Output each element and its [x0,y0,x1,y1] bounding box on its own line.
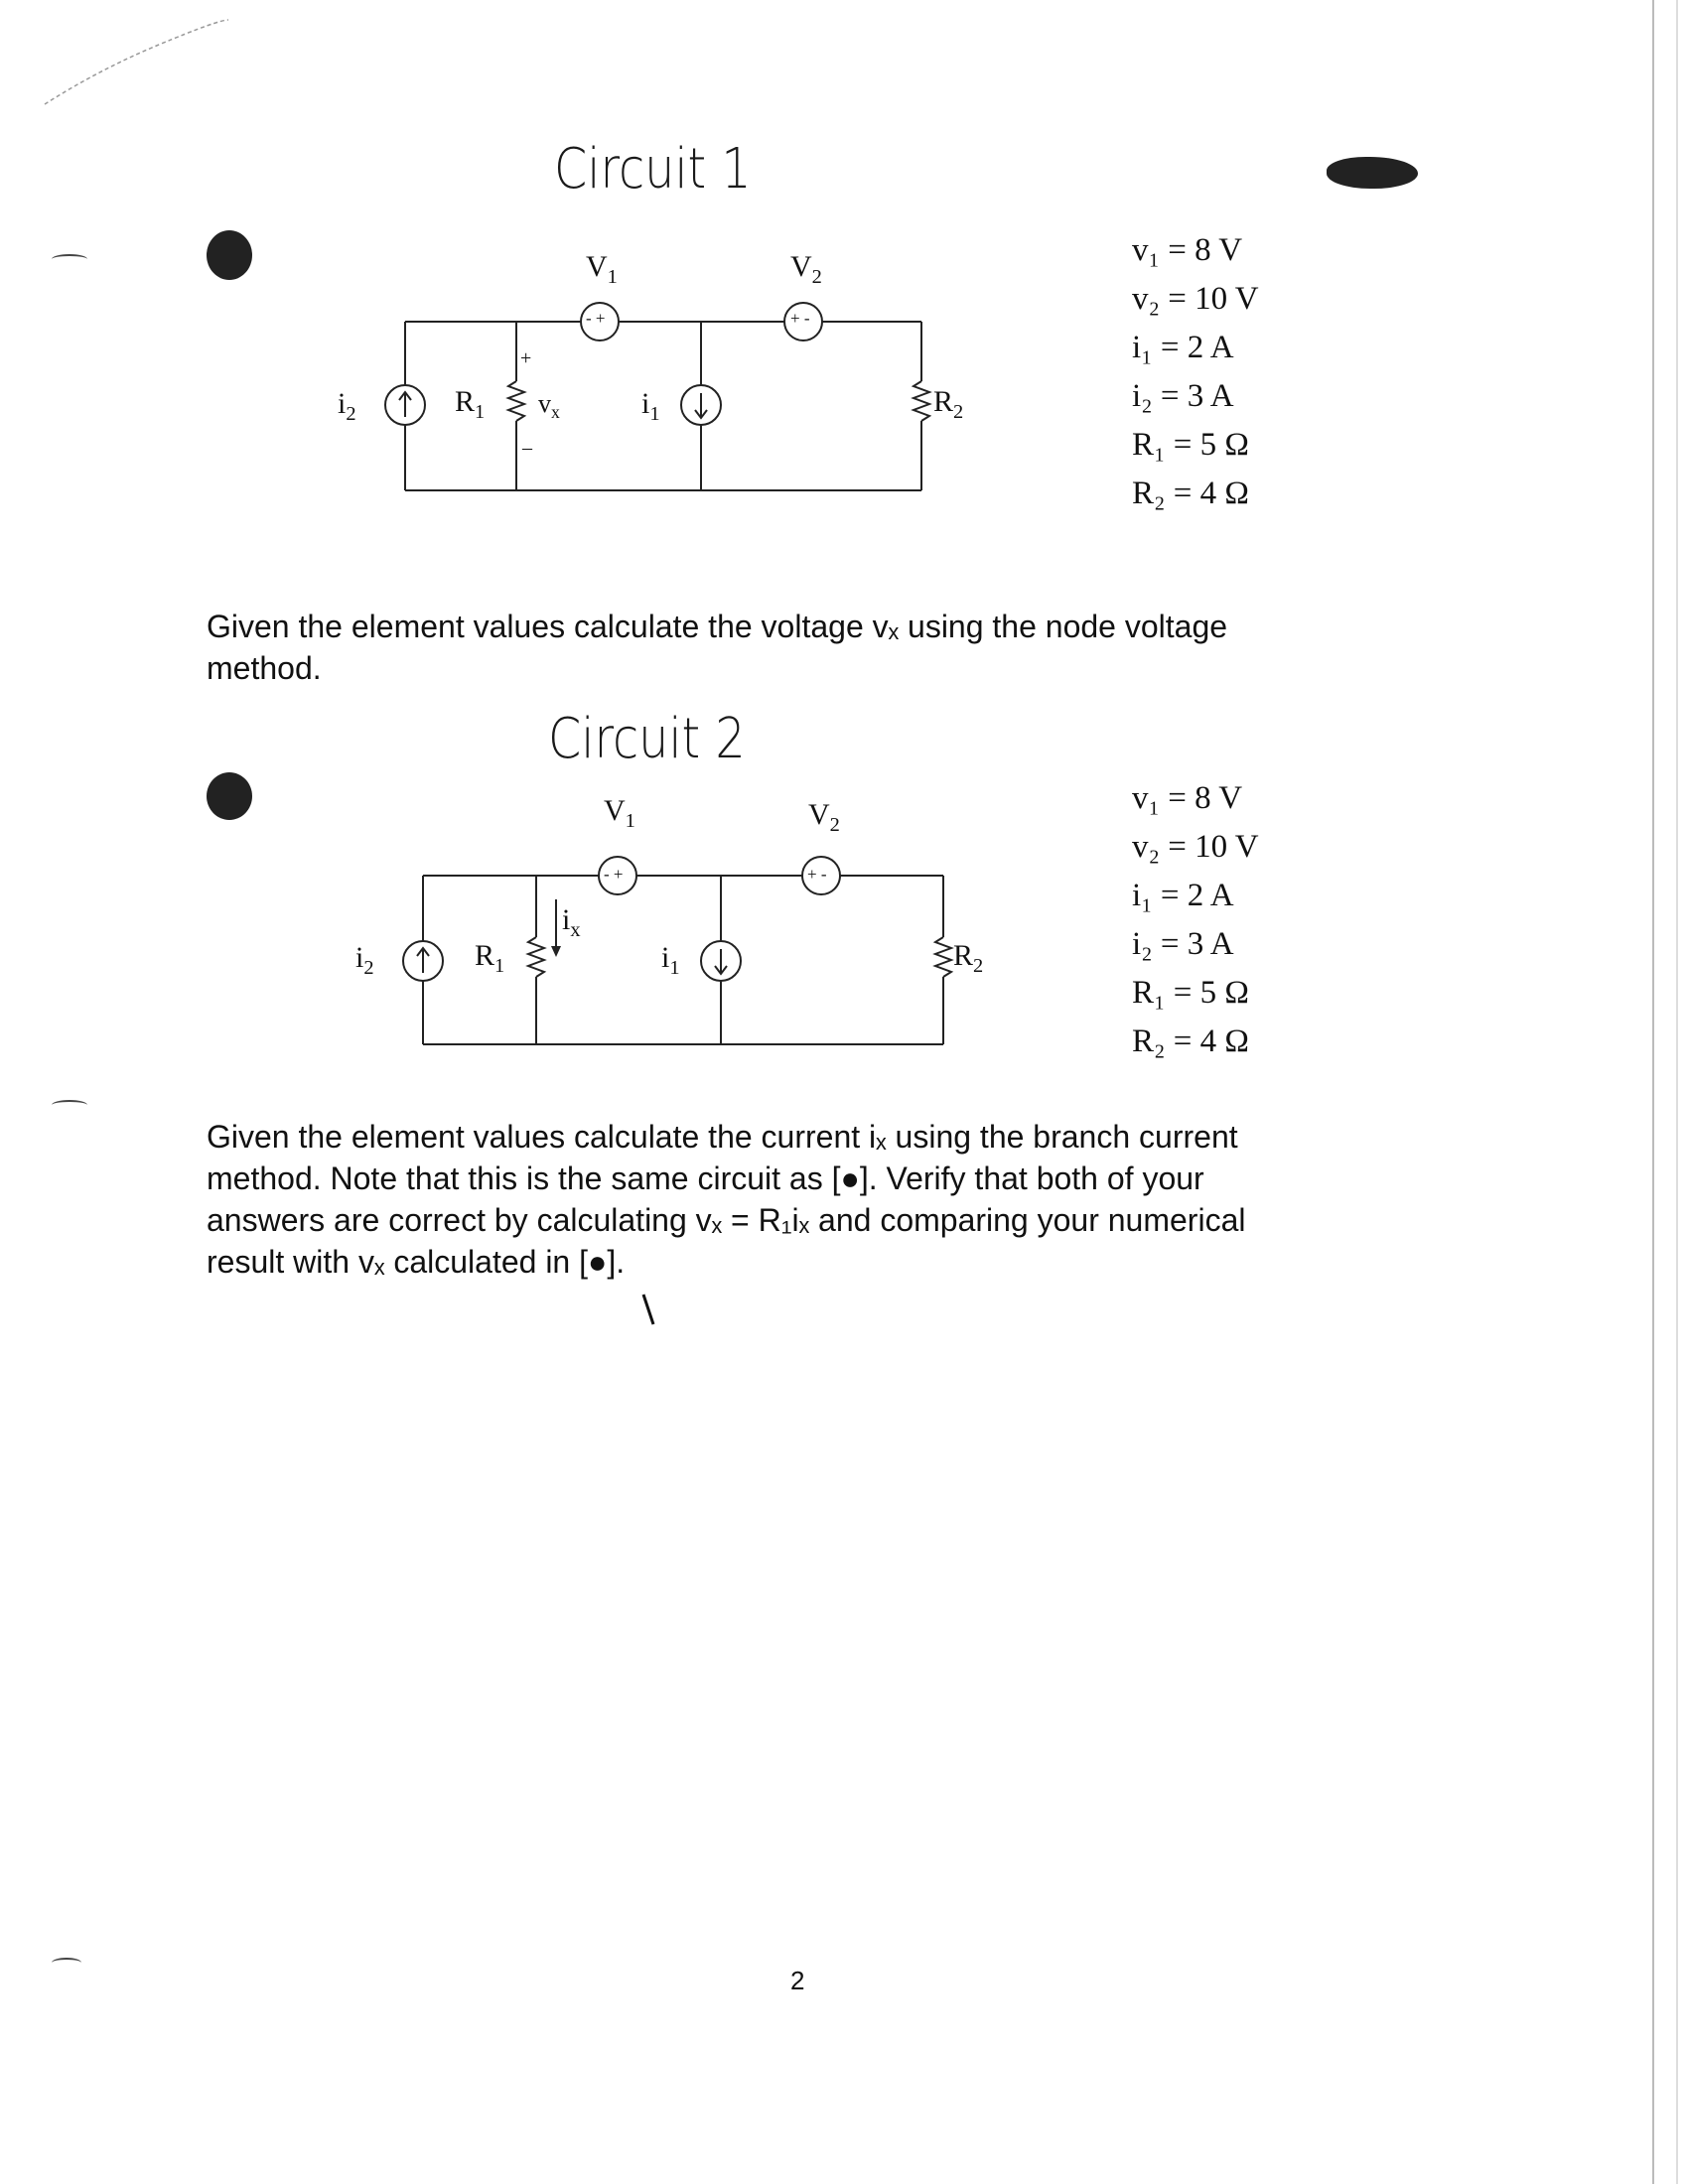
page-edge-line [1652,0,1654,2184]
circuit1-diagram [298,248,1033,506]
label-r2: $R_2$ [933,385,964,423]
label-v2: $V_2$ [790,250,822,288]
label-r2: $R_2$ [953,939,984,977]
page-edge-line [1676,0,1678,2184]
label-v1: $V_1$ [586,250,618,288]
question2-line: method. Note that this is the same circuit as [●]. Verify that both of your [207,1160,1204,1196]
redaction-mark [207,230,252,280]
v1-polarity: - + [604,865,624,884]
value-r2: R₂ = 4 Ω [1132,1024,1249,1059]
label-vx: $v_x$ [538,389,560,423]
vx-minus: – [522,437,532,459]
label-i1: $i_1$ [661,941,680,979]
margin-mark [52,1958,81,1968]
value-i2: i₂ = 3 A [1132,378,1234,414]
v1-polarity: - + [586,309,606,328]
label-i2: $i_2$ [355,941,374,979]
ix-arrow-head [551,946,561,957]
question2-line: Given the element values calculate the current iₓ using the branch current [207,1119,1238,1155]
v2-polarity: + - [790,309,810,328]
pen-tick-mark [635,1291,665,1330]
value-i1: i₁ = 2 A [1132,878,1234,913]
question2-text [207,1116,1497,1283]
label-v1: $V_1$ [604,794,635,832]
pencil-stroke-mark [40,10,238,109]
circuit2-diagram [318,814,1053,1072]
margin-mark [52,254,87,264]
value-r1: R₁ = 5 Ω [1132,975,1249,1011]
label-i1: $i_1$ [641,387,660,425]
margin-mark [52,1100,87,1110]
vx-plus: + [520,347,532,369]
v2-polarity: + - [807,865,827,884]
question1-text [207,606,1497,689]
circuit1-values-list [1132,226,1259,518]
circuit1-handwritten-title: Circuit 1 [554,137,752,202]
circuit2-values-list [1132,774,1259,1066]
redaction-mark [1327,157,1418,189]
value-v2: v₂ = 10 V [1132,281,1259,317]
label-r1: $R_1$ [455,385,486,423]
question2-line: answers are correct by calculating vₓ = R₁iₓ and comparing your numerical [207,1202,1246,1238]
value-r2: R₂ = 4 Ω [1132,476,1249,511]
circuit2-handwritten-title: Circuit 2 [548,707,746,771]
value-r1: R₁ = 5 Ω [1132,427,1249,463]
question1-line: method. [207,650,322,686]
question2-line: result with vₓ calculated in [●]. [207,1244,626,1280]
label-r1: $R_1$ [475,939,505,977]
question1-line: Given the element values calculate the voltage vₓ using the node voltage [207,609,1228,644]
value-v2: v₂ = 10 V [1132,829,1259,865]
value-v1: v₁ = 8 V [1132,780,1243,816]
value-i1: i₁ = 2 A [1132,330,1234,365]
value-i2: i₂ = 3 A [1132,926,1234,962]
label-v2: $V_2$ [808,798,840,836]
value-v1: v₁ = 8 V [1132,232,1243,268]
label-ix: $i_x$ [562,903,581,941]
page-number: 2 [790,1966,805,1995]
label-i2: $i_2$ [338,387,356,425]
redaction-mark [207,772,252,820]
